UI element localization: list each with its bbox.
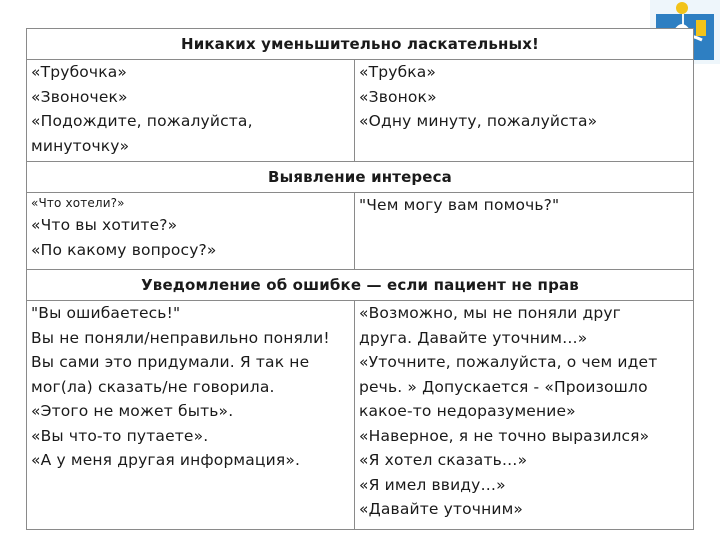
phrase-line: речь. » Допускается - «Произошло [359, 377, 648, 396]
section-header-diminutives [27, 29, 694, 60]
phrase-line: «Наверное, я не точно выразился» [359, 426, 650, 445]
incorrect-phrases-cell [27, 301, 355, 530]
phrase-line: какое-то недоразумение» [359, 402, 576, 420]
phrase-line: «Возможно, мы не поняли друг [359, 304, 621, 322]
phrase-line: «Трубка» [359, 63, 437, 81]
phrase-line: «Одну минуту, пожалуйста» [359, 112, 598, 130]
incorrect-phrases-cell [27, 60, 355, 162]
phrase-line: Вы сами это придумали. Я так не [31, 353, 310, 371]
phrase-line: «Давайте уточним» [359, 500, 524, 518]
phrase-line: "Вы ошибаетесь!" [31, 304, 181, 322]
incorrect-phrases-cell [27, 193, 355, 270]
phrase-line: мог(ла) сказать/не говорила. [31, 377, 275, 396]
phrase-line: «Подождите, пожалуйста, [31, 112, 253, 130]
phrase-line: «Что хотели?» [31, 196, 125, 210]
correct-phrases-cell [355, 60, 694, 162]
comparison-table [26, 28, 694, 530]
phrase-line: друга. Давайте уточним…» [359, 328, 588, 347]
phrase-line: минуточку» [31, 136, 130, 155]
phrase-line: Вы не поняли/неправильно поняли! [31, 328, 330, 347]
section-header-text: Уведомление об ошибке — если пациент не прав [141, 275, 579, 294]
phrase-line: «Что вы хотите?» [31, 216, 178, 234]
phrase-line: «Я имел ввиду…» [359, 475, 506, 494]
correct-phrases-cell [355, 193, 694, 270]
phrase-line: «Я хотел сказать…» [359, 451, 528, 469]
phrase-line: "Чем могу вам помочь?" [359, 196, 560, 214]
section-header-error [27, 270, 694, 301]
correct-phrases-cell [355, 301, 694, 530]
section-header-text: Никаких уменьшительно ласкательных! [180, 34, 540, 53]
phrase-line: «Вы что-то путаете». [31, 426, 209, 445]
phrase-line: «Уточните, пожалуйста, о чем идет [359, 353, 658, 371]
section-header-interest [27, 162, 694, 193]
phrase-line: «Звоночек» [31, 87, 128, 106]
section-header-text: Выявление интереса [268, 167, 452, 186]
phrase-line: «Трубочка» [31, 63, 128, 81]
phrase-line: «Звонок» [359, 87, 437, 106]
phrase-line: «Этого не может быть». [31, 402, 234, 420]
phrase-line: «По какому вопросу?» [31, 240, 217, 259]
phrase-line: «А у меня другая информация». [31, 451, 301, 469]
